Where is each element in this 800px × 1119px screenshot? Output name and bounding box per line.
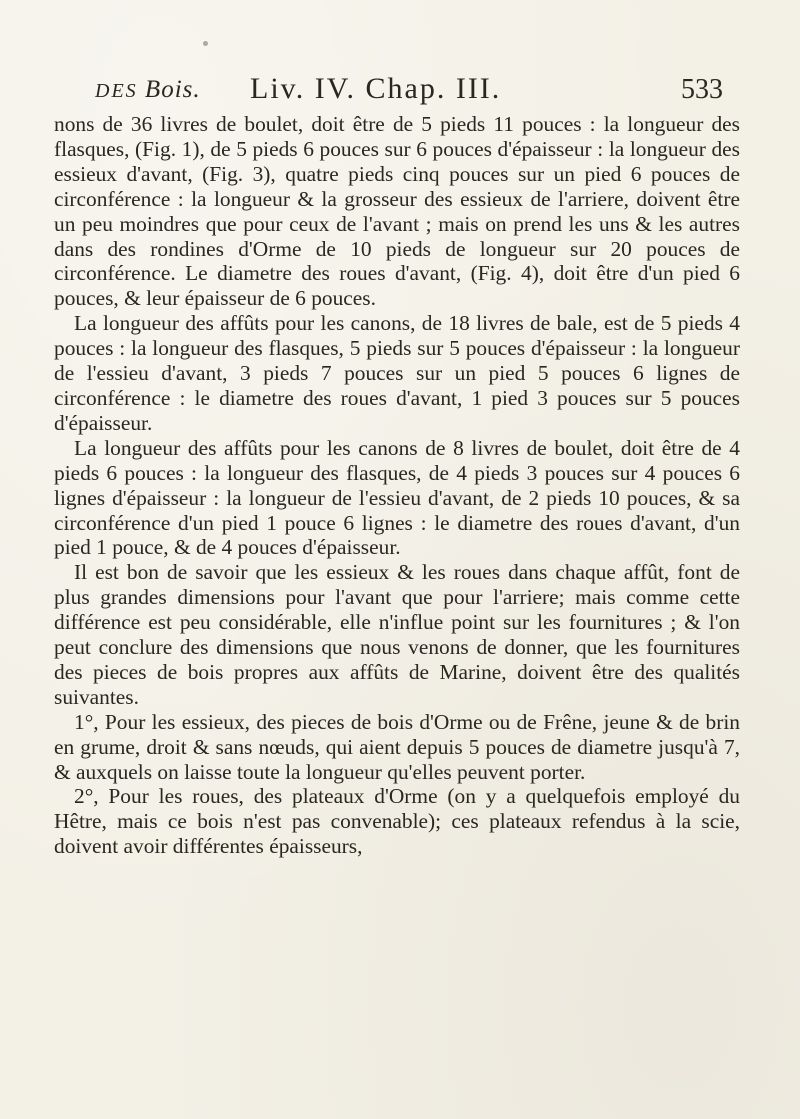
- running-title-des: DES: [95, 80, 138, 102]
- paragraph-essieux: 1°, Pour les essieux, des pieces de bois d'Orme ou de Frêne, jeune & de brin en grume, droit & sans nœuds, qui aient depuis 5 pouces de diametre jusqu'à 7, & auxquels on laisse toute la longueur qu'elles peuvent porter.: [54, 709, 740, 784]
- paragraph-roues: 2°, Pour les roues, des plateaux d'Orme (on y a quelquefois employé du Hêtre, mais ce bois n'est pas convenable); ces plateaux refendus à la scie, doivent avoir différentes épaisseurs,: [54, 784, 740, 859]
- paragraph-continued: nons de 36 livres de boulet, doit être de 5 pieds 11 pouces : la longueur des flasques, (Fig. 1), de 5 pieds 6 pouces sur 6 pouces d'épaisseur : la longueur des essieux d'avant, (Fig. 3), quatre pieds cinq pouces sur un pied 6 pouces de circonférence : la longueur & la grosseur des essieux de l'arriere, doivent être un peu moindres que pour ceux de l'avant ; mais on prend les uns & les autres dans des rondines d'Orme de 10 pieds de longueur sur 20 pouces de circonférence. Le diametre des roues d'avant, (Fig. 4), doit être d'un pied 6 pouces, & leur épaisseur de 6 pouces.: [54, 112, 740, 311]
- chapter-reference: Liv. IV. Chap. III.: [250, 72, 502, 105]
- paragraph-18-livres: La longueur des affûts pour les canons, de 18 livres de bale, est de 5 pieds 4 pouces : la longueur des flasques, 5 pieds sur 5 pouces d'épaisseur : la longueur de l'essieu d'avant, 3 pieds 7 pouces sur un pied 5 pouces 6 lignes de circonférence : le diametre des roues d'avant, 1 pied 3 pouces sur 5 pouces d'épaisseur.: [54, 311, 740, 435]
- running-header: [95, 70, 725, 114]
- ink-speck: [203, 41, 208, 46]
- running-title: [95, 76, 201, 104]
- paragraph-dimensions-note: Il est bon de savoir que les essieux & les roues dans chaque affût, font de plus grandes dimensions pour l'avant que pour l'arriere; mais comme cette différence est peu considérable, elle n'influe point sur les fournitures ; & l'on peut conclure des dimensions que nous venons de donner, que les fournitures des pieces de bois propres aux affûts de Marine, doivent être des qualités suivantes.: [54, 560, 740, 709]
- running-title-bois: Bois.: [144, 76, 201, 103]
- page-number: 533: [681, 74, 723, 105]
- paragraph-8-livres: La longueur des affûts pour les canons de 8 livres de boulet, doit être de 4 pieds 6 pouces : la longueur des flasques, de 4 pieds 3 pouces sur 4 pouces 6 lignes d'épaisseur : la longueur de l'essieu d'avant, de 2 pieds 10 pouces, & sa circonférence d'un pied 1 pouce 6 lignes : le diametre des roues d'avant, d'un pied 1 pouce, & de 4 pouces d'épaisseur.: [54, 435, 740, 560]
- body-text: [54, 112, 740, 859]
